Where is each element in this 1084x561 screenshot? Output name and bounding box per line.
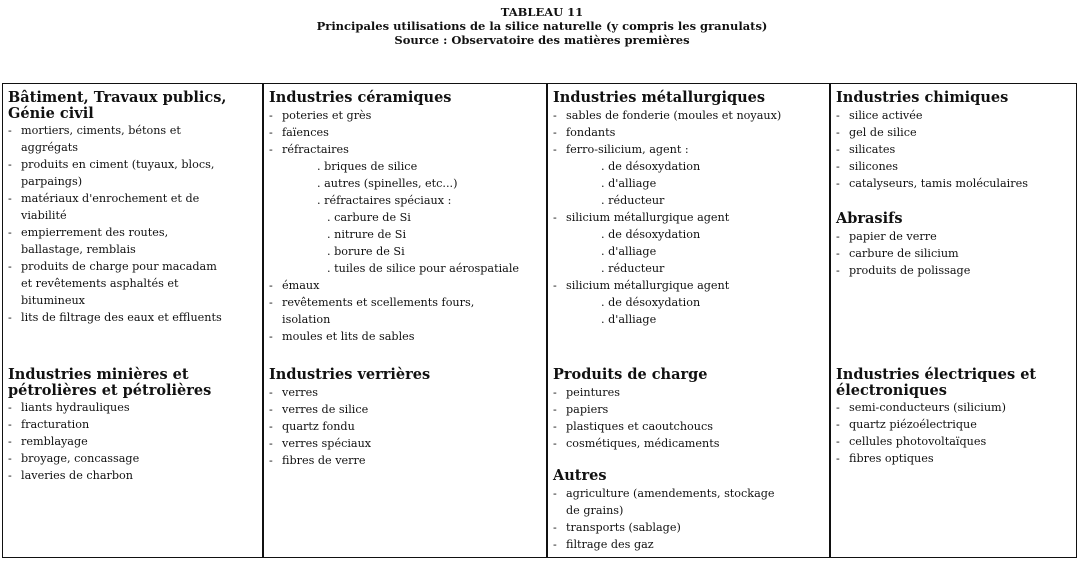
item-list [553,485,821,553]
section-title: Industries électriques et électroniques [836,366,1037,399]
list-item: . tuiles de silice pour aérospatiale [327,261,520,275]
list-item: - plastiques et caoutchoucs [553,418,821,435]
list-item: - matériaux d'enrochement et de [8,190,258,207]
section-btp [8,90,258,326]
item-list [8,399,258,484]
section-abrasifs [836,211,1072,279]
list-item: - mortiers, ciments, bétons et [8,122,258,139]
column-divider [829,84,831,557]
column-divider [546,84,548,557]
list-item: - silice activée [836,107,1072,124]
item-list [269,107,537,345]
table-number: TABLEAU 11 [500,5,584,19]
section-chimiques [836,90,1072,192]
section-title: Industries céramiques [269,89,452,106]
list-item: . de désoxydation [601,159,701,173]
usage-table [2,83,1077,558]
section-title: Abrasifs [836,210,903,227]
list-item: - verres [269,384,537,401]
list-item: - cellules photovoltaïques [836,433,1072,450]
table-title: Principales utilisations de la silice naturelle (y compris les granulats) [316,19,768,33]
list-item: . d'alliage [601,312,657,326]
list-item: isolation [282,312,331,326]
list-item: . carbure de Si [327,210,411,224]
list-item: - transports (sablage) [553,519,821,536]
list-item: - réfractaires [269,141,537,158]
list-item: - produits de polissage [836,262,1072,279]
section-title: Industries métallurgiques [553,89,766,106]
item-list [836,107,1072,192]
list-item: - filtrage des gaz [553,536,821,553]
list-item: - revêtements et scellements fours, [269,294,537,311]
list-item: - lits de filtrage des eaux et effluents [8,309,258,326]
list-item: - laveries de charbon [8,467,258,484]
section-charge [553,367,821,452]
list-item: - liants hydrauliques [8,399,258,416]
list-item: - silicates [836,141,1072,158]
list-item: - émaux [269,277,537,294]
list-item: . réducteur [601,193,665,207]
list-item: - agriculture (amendements, stockage [553,485,821,502]
list-item: - remblayage [8,433,258,450]
list-item: - papiers [553,401,821,418]
section-title: Industries chimiques [836,89,1009,106]
list-item: - sables de fonderie (moules et noyaux) [553,107,821,124]
list-item: - quartz fondu [269,418,537,435]
list-item: - poteries et grès [269,107,537,124]
section-autres [553,468,821,553]
list-item: . de désoxydation [601,227,701,241]
list-item: - produits de charge pour macadam [8,258,258,275]
list-item: - faïences [269,124,537,141]
table-source: Source : Observatoire des matières premières [394,33,690,47]
list-item: - gel de silice [836,124,1072,141]
list-item: de grains) [566,503,624,517]
list-item: - fibres de verre [269,452,537,469]
section-title: Industries verrières [269,366,431,383]
list-item: - fondants [553,124,821,141]
section-minieres [8,367,258,484]
list-item: - silicones [836,158,1072,175]
list-item: parpaings) [21,175,83,188]
list-item: . briques de silice [317,159,418,173]
list-item: viabilité [21,209,67,222]
list-item: - semi-conducteurs (silicium) [836,399,1072,416]
section-ceramiques [269,90,537,345]
list-item: . nitrure de Si [327,227,407,241]
list-item: . borure de Si [327,244,405,258]
list-item: - papier de verre [836,228,1072,245]
list-item: - carbure de silicium [836,245,1072,262]
list-item: . de désoxydation [601,295,701,309]
list-item: - produits en ciment (tuyaux, blocs, [8,156,258,173]
list-item: - verres de silice [269,401,537,418]
list-item: ballastage, remblais [21,243,136,256]
item-list [836,399,1072,467]
list-item: bitumineux [21,294,85,307]
section-title: Produits de charge [553,366,708,383]
list-item: - silicium métallurgique agent [553,209,821,226]
list-item: . réfractaires spéciaux : [317,193,452,207]
list-item: - ferro-silicium, agent : [553,141,821,158]
item-list [553,384,821,452]
list-item: - peintures [553,384,821,401]
section-electriques [836,367,1072,467]
list-item: - silicium métallurgique agent [553,277,821,294]
list-item: - catalyseurs, tamis moléculaires [836,175,1072,192]
section-verrieres [269,367,537,469]
list-item: - fracturation [8,416,258,433]
list-item: - broyage, concassage [8,450,258,467]
item-list [8,122,258,326]
list-item: - fibres optiques [836,450,1072,467]
item-list [553,107,821,328]
list-item: - empierrement des routes, [8,224,258,241]
list-item: - cosmétiques, médicaments [553,435,821,452]
list-item: aggrégats [21,141,79,154]
item-list [836,228,1072,279]
section-title: Industries minières et pétrolières et pétrolières [8,366,212,399]
item-list [269,384,537,469]
section-title: Bâtiment, Travaux publics, Génie civil [8,89,227,122]
list-item: - moules et lits de sables [269,328,537,345]
list-item: . d'alliage [601,244,657,258]
list-item: . d'alliage [601,176,657,190]
section-title: Autres [553,467,607,484]
list-item: . réducteur [601,261,665,275]
list-item: - verres spéciaux [269,435,537,452]
section-metallurgiques [553,90,821,328]
list-item: - quartz piézoélectrique [836,416,1072,433]
column-divider [262,84,264,557]
list-item: et revêtements asphaltés et [21,277,179,290]
list-item: . autres (spinelles, etc...) [317,176,458,190]
